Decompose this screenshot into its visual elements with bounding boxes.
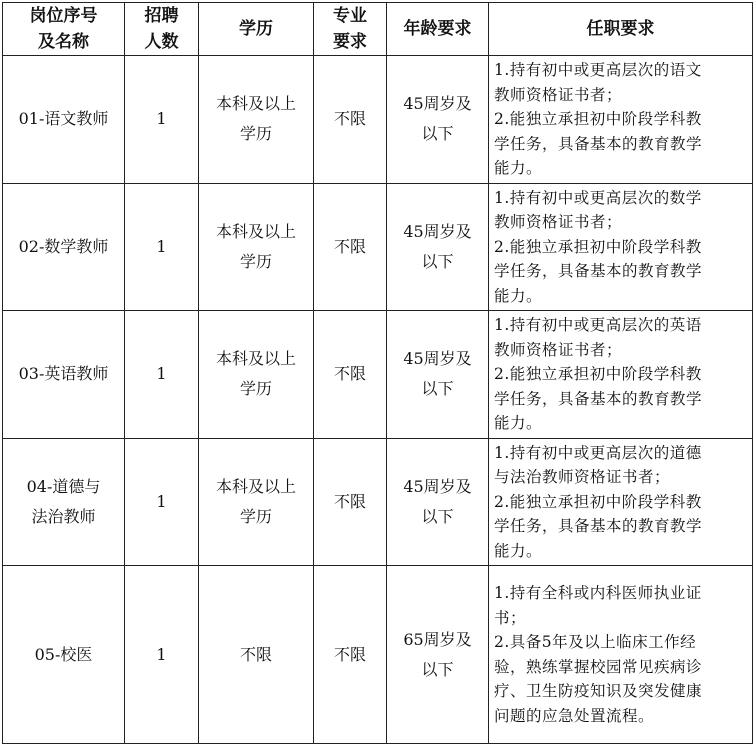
quota-cell: 1 — [125, 56, 199, 184]
header-major: 专业 要求 — [314, 3, 387, 56]
table-row — [3, 183, 753, 311]
education-cell: 本科及以上 学历 — [199, 56, 314, 184]
major-cell: 不限 — [314, 311, 387, 439]
age-cell: 45周岁及 以下 — [387, 311, 489, 439]
recruitment-table — [2, 2, 753, 744]
education-cell: 本科及以上 学历 — [199, 438, 314, 566]
position-cell: 04-道德与 法治教师 — [3, 438, 125, 566]
header-quota: 招聘 人数 — [125, 3, 199, 56]
quota-cell: 1 — [125, 183, 199, 311]
quota-cell: 1 — [125, 566, 199, 744]
quota-cell: 1 — [125, 311, 199, 439]
age-cell: 45周岁及 以下 — [387, 438, 489, 566]
major-cell: 不限 — [314, 566, 387, 744]
header-position: 岗位序号 及名称 — [3, 3, 125, 56]
position-cell: 05-校医 — [3, 566, 125, 744]
position-cell: 03-英语教师 — [3, 311, 125, 439]
education-cell: 本科及以上 学历 — [199, 311, 314, 439]
table-row — [3, 56, 753, 184]
header-requirements: 任职要求 — [489, 3, 753, 56]
header-age: 年龄要求 — [387, 3, 489, 56]
header-education: 学历 — [199, 3, 314, 56]
requirements-cell: 1.持有初中或更高层次的英语 教师资格证书者； 2.能独立承担初中阶段学科教 学任务，具备基本的教育教学 能力。 — [489, 311, 753, 439]
education-cell: 不限 — [199, 566, 314, 744]
position-cell: 01-语文教师 — [3, 56, 125, 184]
major-cell: 不限 — [314, 56, 387, 184]
table-row — [3, 566, 753, 744]
age-cell: 45周岁及 以下 — [387, 56, 489, 184]
requirements-cell: 1.持有初中或更高层次的语文 教师资格证书者； 2.能独立承担初中阶段学科教 学任务，具备基本的教育教学 能力。 — [489, 56, 753, 184]
age-cell: 65周岁及 以下 — [387, 566, 489, 744]
table-body — [3, 56, 753, 744]
age-cell: 45周岁及 以下 — [387, 183, 489, 311]
table-row — [3, 311, 753, 439]
requirements-cell: 1.持有初中或更高层次的道德 与法治教师资格证书者； 2.能独立承担初中阶段学科教 学任务，具备基本的教育教学 能力。 — [489, 438, 753, 566]
education-cell: 本科及以上 学历 — [199, 183, 314, 311]
position-cell: 02-数学教师 — [3, 183, 125, 311]
table-row — [3, 438, 753, 566]
major-cell: 不限 — [314, 438, 387, 566]
requirements-cell: 1.持有初中或更高层次的数学 教师资格证书者； 2.能独立承担初中阶段学科教 学任务，具备基本的教育教学 能力。 — [489, 183, 753, 311]
requirements-cell: 1.持有全科或内科医师执业证 书； 2.具备5年及以上临床工作经 验，熟练掌握校园常见疾病诊 疗、卫生防疫知识及突发健康 问题的应急处置流程。 — [489, 566, 753, 744]
header-row — [3, 3, 753, 56]
quota-cell: 1 — [125, 438, 199, 566]
major-cell: 不限 — [314, 183, 387, 311]
